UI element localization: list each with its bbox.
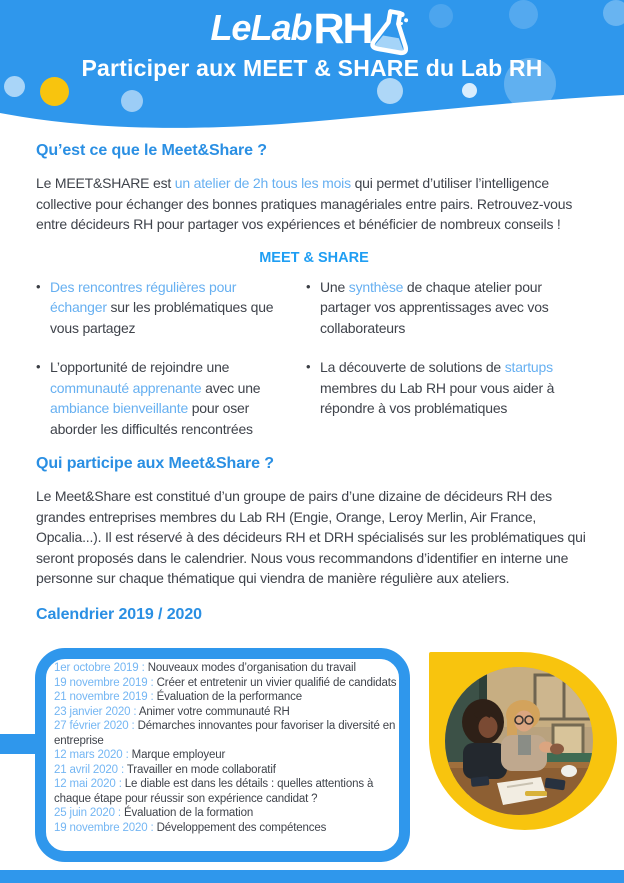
- event-date: 23 janvier 2020 :: [54, 705, 137, 718]
- event-label: Nouveaux modes d’organisation du travail: [144, 662, 356, 674]
- event-date: 1er octobre 2019 :: [54, 662, 145, 674]
- calendar-event: [54, 690, 397, 705]
- bullet-item: [306, 357, 592, 439]
- photo-blob: [429, 652, 617, 830]
- bullet-dot-icon: •: [36, 359, 41, 374]
- event-date: 21 avril 2020 :: [54, 763, 124, 776]
- bullet-dot-icon: •: [306, 278, 311, 294]
- event-label: Démarches innovantes pour favoriser la diversité en entreprise: [54, 720, 396, 747]
- event-date: 25 juin 2020 :: [54, 807, 121, 819]
- section-heading-calendar: Calendrier 2019 / 2020: [36, 605, 202, 623]
- bullet-text: Une synthèse de chaque atelier pour partager vos apprentissages avec vos collaborateurs: [320, 278, 549, 336]
- bullet-item: [36, 277, 280, 339]
- event-label: Animer votre communauté RH: [136, 705, 290, 718]
- section-heading-what: Qu’est ce que le Meet&Share ?: [36, 142, 267, 159]
- calendar-event: [54, 806, 397, 821]
- bullet-item: [36, 357, 280, 439]
- header-wave: [0, 90, 624, 130]
- meeting-photo: [445, 667, 593, 815]
- calendar-event: [54, 719, 397, 748]
- event-date: 19 novembre 2020 :: [54, 821, 154, 834]
- bullet-text: Des rencontres régulières pour échanger sur les problématiques que vous partagez: [50, 278, 274, 336]
- calendar-event: [54, 748, 397, 763]
- lelab-rh-logo: [0, 2, 624, 56]
- event-label: Créer et entretenir un vivier qualifié de candidats: [153, 676, 397, 689]
- event-date: 21 novembre 2019 :: [54, 691, 154, 703]
- calendar-event: [54, 661, 397, 676]
- calendar-event: [54, 676, 397, 691]
- bullet-text: La découverte de solutions de startups membres du Lab RH pour vous aider à répondre à vos problématiques: [320, 359, 555, 416]
- meet-share-subheading: MEET & SHARE: [259, 249, 369, 266]
- event-label: Le diable est dans les détails : quelles attentions à chaque étape pour réussir son expérience candidat ?: [54, 778, 374, 805]
- header-banner: [0, 0, 624, 130]
- flask-icon: [366, 3, 418, 60]
- calendar-event: [54, 705, 397, 720]
- bullet-dot-icon: •: [36, 278, 41, 294]
- event-date: 27 février 2020 :: [54, 720, 135, 732]
- bullet-dot-icon: •: [306, 359, 311, 374]
- main-content: [0, 130, 624, 624]
- event-label: Évaluation de la performance: [153, 691, 303, 703]
- benefits-bullet-list: [36, 277, 592, 440]
- who-paragraph: Le Meet&Share est constitué d’un groupe de pairs d’une dizaine de décideurs RH des grandes entreprises membres du Lab RH (Engie, Orange, Leroy Merlin, Air France, Opcalia...). Il est réservé à des décideurs RH et DRH spécialisés sur les problématiques qui seront proposés dans le calendrier. Nous vous recommandons d’identifier en interne une personne sur chaque thématique qui viendra de manière régulière aux ateliers.: [36, 488, 586, 586]
- logo-lelab-text: LeLab: [210, 7, 312, 48]
- footer-bar: [0, 870, 624, 883]
- calendar-box: [35, 648, 410, 862]
- event-label: Développement des compétences: [153, 821, 327, 834]
- calendar-event: [54, 821, 397, 836]
- event-label: Évaluation de la formation: [120, 807, 254, 819]
- section-heading-who: Qui participe aux Meet&Share ?: [36, 455, 274, 472]
- bullet-text: L’opportunité de rejoindre une communauté apprenante avec une ambiance bienveillante pour oser aborder les difficultés rencontrées: [50, 359, 261, 437]
- meeting-photo-illustration: [445, 667, 593, 815]
- what-paragraph: Le MEET&SHARE est un atelier de 2h tous les mois qui permet d’utiliser l’intelligence collective pour échanger des bonnes pratiques managériales entre pairs. Retrouvez-vous entre décideurs RH pour partager vos expériences et bénéficier de nombreux conseils !: [36, 175, 573, 232]
- event-date: 19 novembre 2019 :: [54, 676, 154, 689]
- event-label: Marque employeur: [128, 749, 226, 761]
- calendar-event: [54, 763, 397, 778]
- event-label: Travailler en mode collaboratif: [124, 763, 276, 776]
- event-date: 12 mars 2020 :: [54, 749, 129, 761]
- calendar-event: [54, 777, 397, 806]
- event-date: 12 mai 2020 :: [54, 778, 122, 790]
- logo-rh-text: RH: [313, 5, 372, 53]
- bullet-item: [306, 277, 592, 339]
- page-title: Participer aux MEET & SHARE du Lab RH: [81, 55, 543, 81]
